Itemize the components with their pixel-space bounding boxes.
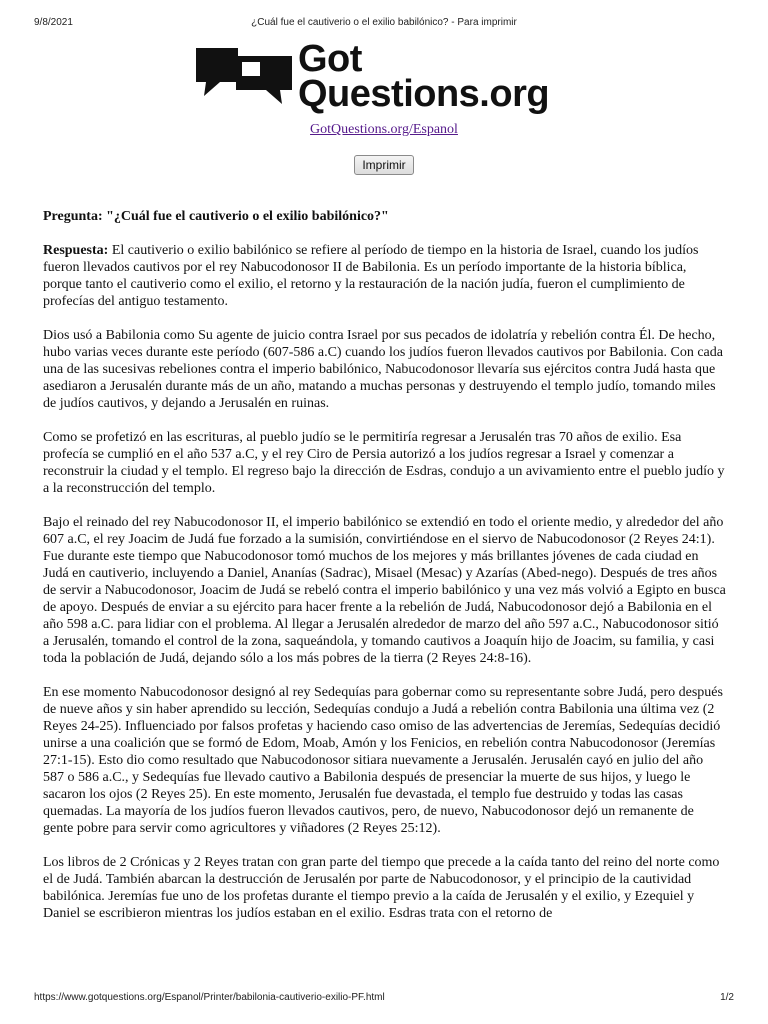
logo-text (298, 38, 550, 115)
print-url: https://www.gotquestions.org/Espanol/Printer/babilonia-cautiverio-exilio-PF.html (34, 992, 385, 1003)
paragraph-4: Bajo el reinado del rey Nabucodonosor II, el imperio babilónico se extendió en todo el oriente medio, y alrededor del año 607 a.C, el rey Joacim de Judá fue forzado a la sumisión, convirtiéndose en el siervo de Nabucodonosor (2 Reyes 24:1). Fue durante este tiempo que Nabucodonosor tomó muchos de los mejores y más brillantes jóvenes de cada ciudad en Judá en cautiverio, incluyendo a Daniel, Ananías (Sadrac), Misael (Mesac) y Azarías (Abed-nego). Después de tres años de servir a Nabucodonosor, Joacim de Judá se rebeló contra el imperio babilónico y una vez más volvió a Egipto en busca de apoyo. Después de enviar a su ejército para hacer frente a la rebelión de Judá, Nabucodonosor dejó a Babilonia en el año 598 a.C. para lidiar con el problema. Al llegar a Jerusalén alrededor de marzo del año 597 a.C., Nabucodonosor sitió a Jerusalén, tomando el control de la zona, saqueándola, y tomando cautivos a Joaquín hijo de Joacim, su familia, y casi toda la población de Judá, dejando sólo a los más pobres de la tierra (2 Reyes 24:8-16). (43, 515, 726, 666)
print-button-row (0, 155, 768, 175)
paragraph-6: Los libros de 2 Crónicas y 2 Reyes tratan con gran parte del tiempo que precede a la caída tanto del reino del norte como el de Judá. También abarcan la destrucción de Jerusalén por parte de Nabucodonosor, y el principio de la cautividad babilónica. Jeremías fue uno de los profetas durante el tiempo previo a la caída de Jerusalén y el exilio, y Ezequiel y Daniel se escribieron mientras los judíos estaban en el exilio. Esdras trata con el retorno de (43, 855, 720, 921)
question-heading: Pregunta: "¿Cuál fue el cautiverio o el exilio babilónico?" (43, 209, 389, 224)
print-page-title: ¿Cuál fue el cautiverio o el exilio babilónico? - Para imprimir (251, 17, 517, 28)
logo-line-questions: Questions.org (298, 73, 550, 115)
logo-line-got: Got (298, 38, 362, 80)
answer-text: El cautiverio o exilio babilónico se refiere al período de tiempo en la historia de Israel, cuando los judíos fueron llevados cautivos por el rey Nabucodonosor II de Babilonia. Es un período importante de la historia bíblica, porque tanto el cautiverio como el exilio, el retorno y la restauración de la nación judía, fueron el cumplimiento de profecías del antiguo testamento. (43, 243, 699, 309)
paragraph-3: Como se profetizó en las escrituras, al pueblo judío se le permitiría regresar a Jerusalén tras 70 años de exilio. Esa profecía se cumplió en el año 537 a.C, y el rey Ciro de Persia autorizó a los judíos regresar a Israel y comenzar a reconstruir la ciudad y el templo. El regreso bajo la dirección de Esdras, condujo a un avivamiento entre el pueblo judío y a la reconstrucción del templo. (43, 430, 725, 496)
answer-label: Respuesta: (43, 243, 109, 258)
paragraph-5: En ese momento Nabucodonosor designó al rey Sedequías para gobernar como su representante sobre Judá, pero después de nueve años y sin haber aprendido su lección, Sedequías condujo a Judá a rebelión contra Babilonia una última vez (2 Reyes 24-25). Influenciado por falsos profetas y haciendo caso omiso de las advertencias de Jeremías, Sedequías decidió unirse a una coalición que se formó de Edom, Moab, Amón y los Fenicios, en rebelión contra Nabucodonosor (Jeremías 27:1-15). Esto dio como resultado que Nabucodonosor sitiara nuevamente a Jerusalén. Jerusalén cayó en julio del año 587 o 586 a.C., y Sedequías fue llevado cautivo a Babilonia después de presenciar la muerte de sus hijos, y luego le sacaron los ojos (2 Reyes 25). En este momento, Jerusalén fue devastada, el templo fue destruido y todas las casas quemadas. La mayoría de los judíos fueron llevados cautivos, pero, de nuevo, Nabucodonosor dejó un remanente de gente pobre para servir como agricultores y viñadores (2 Reyes 25:12). (43, 685, 723, 836)
print-button[interactable]: Imprimir (354, 155, 413, 175)
site-logo (194, 38, 584, 124)
answer-paragraph-1 (43, 242, 727, 310)
print-date: 9/8/2021 (34, 17, 73, 28)
article-content (43, 208, 727, 939)
speech-bubbles-icon (194, 46, 294, 112)
paragraph-2: Dios usó a Babilonia como Su agente de juicio contra Israel por sus pecados de idolatría y rebelión contra Él. De hecho, hubo varias veces durante este período (607-586 a.C) cuando los judíos fueron llevados cautivos por Babilonia. Con cada una de las sucesivas rebeliones contra el imperio babilónico, Nabucodonosor llevaría sus ejércitos contra Judá hasta que asediaron a Jerusalén durante más de un año, matando a muchas personas y destruyendo el templo judío, tomando miles de judíos cautivos, y dejando a Jerusalén en ruinas. (43, 328, 723, 411)
page-number: 1/2 (720, 992, 734, 1003)
espanol-link-row (0, 122, 768, 138)
espanol-link[interactable]: GotQuestions.org/Espanol (310, 122, 458, 137)
